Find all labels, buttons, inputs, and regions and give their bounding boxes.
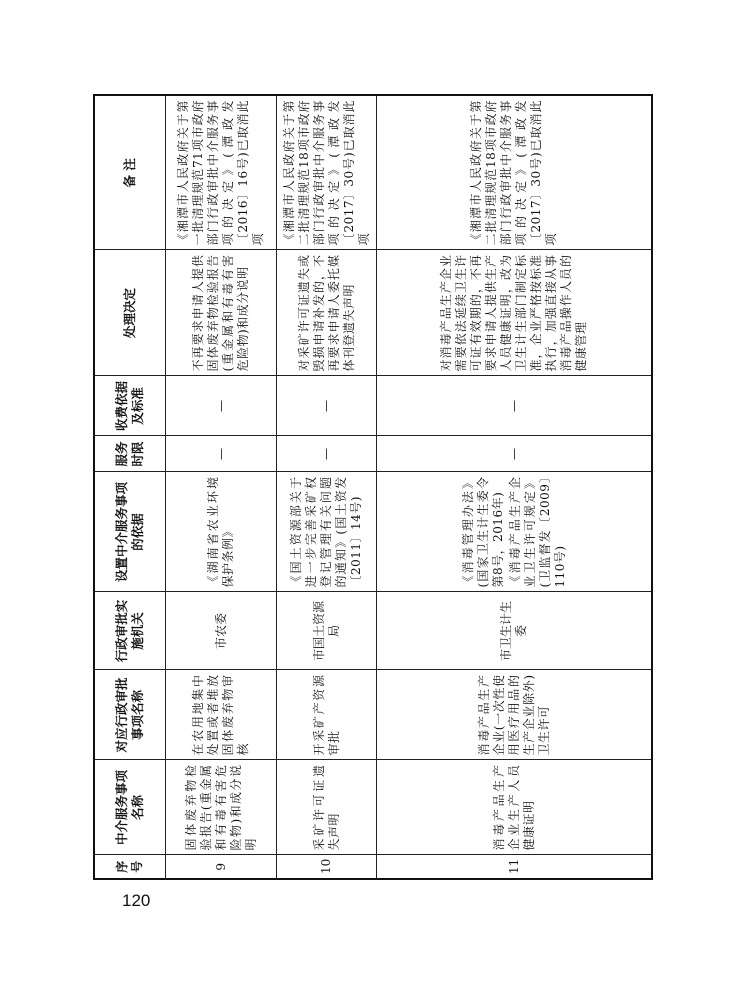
cell-approval: 消毒产品生产企业(一次性使用医疗用品的生产企业除外)卫生许可 bbox=[377, 670, 653, 760]
cell-remark: 《湘潭市人民政府关于第一批清理规范71项市政府部门行政审批中介服务事项的决定》(潭政发〔2016〕16号)已取消此项 bbox=[166, 95, 277, 250]
header-row bbox=[94, 95, 166, 879]
header-basis: 设置中介服务事项的依据 bbox=[94, 472, 166, 592]
table-row-9 bbox=[166, 95, 277, 879]
table-row-11 bbox=[377, 95, 653, 879]
cell-decision: 对消毒产品生产企业需要依法延续卫生许可证有效期的，不再要求申请人提供生产人员健康证明，改为卫生计生部门制定标准，企业严格按标准执行，加强直接从事消毒产品操作人员的健康管理 bbox=[377, 250, 653, 376]
cell-approval: 在农用地集中处置或者堆放固体废弃物审核 bbox=[166, 670, 277, 760]
cell-decision: 对采矿许可证遗失或毁损申请补发的，不再要求申请人委托媒体刊登遗失声明 bbox=[277, 250, 377, 376]
cell-service: 采矿许可证遗失声明 bbox=[277, 760, 377, 855]
cell-approval: 开采矿产资源审批 bbox=[277, 670, 377, 760]
cell-basis bbox=[377, 472, 653, 592]
cell-agency: 市国土资源局 bbox=[277, 592, 377, 670]
cell-service: 固体废弃物检验报告(重金属和有毒有害危险物)和成分说明 bbox=[166, 760, 277, 855]
header-decision: 处理决定 bbox=[94, 250, 166, 376]
cell-seq: 9 bbox=[166, 855, 277, 879]
header-remark: 备 注 bbox=[94, 95, 166, 250]
cell-seq: 11 bbox=[377, 855, 653, 879]
basis-item: 《消毒管理办法》(国家卫生计生委令第8号，2016年) bbox=[460, 476, 505, 588]
cell-basis: 《湖南省农业环境保护条例》 bbox=[166, 472, 277, 592]
cell-fee: — bbox=[166, 376, 277, 436]
cell-time: — bbox=[166, 436, 277, 472]
cell-agency: 市卫生计生委 bbox=[377, 592, 653, 670]
cell-agency: 市农委 bbox=[166, 592, 277, 670]
cell-time: — bbox=[377, 436, 653, 472]
cell-seq: 10 bbox=[277, 855, 377, 879]
basis-item: 《消毒产品生产企业卫生许可规定》(卫监督发〔2009〕110号) bbox=[507, 476, 567, 588]
cell-remark: 《湘潭市人民政府关于第二批清理规范18项市政府部门行政审批中介服务事项的决定》(潭政发〔2017〕30号)已取消此项 bbox=[277, 95, 377, 250]
header-agency: 行政审批实施机关 bbox=[94, 592, 166, 670]
cell-fee: — bbox=[377, 376, 653, 436]
cell-fee: — bbox=[277, 376, 377, 436]
header-time: 服务时限 bbox=[94, 436, 166, 472]
cell-time: — bbox=[277, 436, 377, 472]
cell-remark: 《湘潭市人民政府关于第二批清理规范18项市政府部门行政审批中介服务事项的决定》(潭政发〔2017〕30号)已取消此项 bbox=[377, 95, 653, 250]
cell-basis: 《国土资源部关于进一步完善采矿权登记管理有关问题的通知》(国土资发〔2011〕14号) bbox=[277, 472, 377, 592]
header-service: 中介服务事项名称 bbox=[94, 760, 166, 855]
header-seq: 序号 bbox=[94, 855, 166, 879]
table-row-10 bbox=[277, 95, 377, 879]
cell-service: 消毒产品生产企业生产人员健康证明 bbox=[377, 760, 653, 855]
page-number: 120 bbox=[122, 891, 151, 910]
header-fee: 收费依据及标准 bbox=[94, 376, 166, 436]
rotated-table-container bbox=[93, 96, 634, 880]
intermediary-services-table bbox=[93, 94, 653, 880]
header-approval: 对应行政审批事项名称 bbox=[94, 670, 166, 760]
cell-decision: 不再要求申请人提供固体废弃物检验报告(重金属和有毒有害危险物)和成分说明 bbox=[166, 250, 277, 376]
